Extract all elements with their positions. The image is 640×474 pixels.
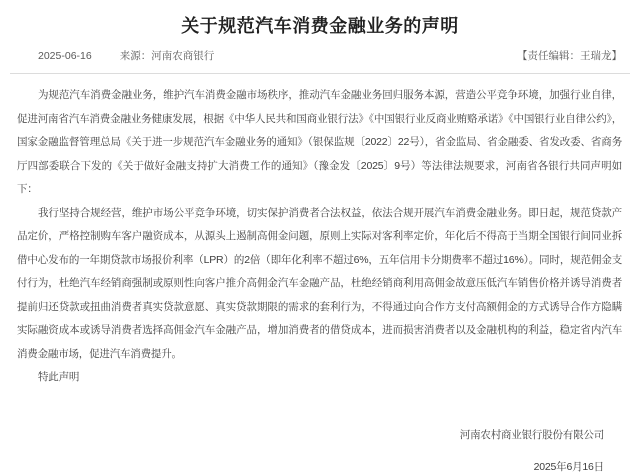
page-title: 关于规范汽车消费金融业务的声明 xyxy=(181,16,459,36)
signature-date: 2025年6月16日 xyxy=(533,460,604,473)
editor-credit: 【责任编辑：王瑞龙】 xyxy=(517,50,622,62)
paragraph-closing: 特此声明 xyxy=(38,371,80,383)
signature-company: 河南农村商业银行股份有限公司 xyxy=(459,428,604,441)
source-label: 来源：河南农商银行 xyxy=(119,50,215,62)
article-body xyxy=(0,74,640,474)
meta-left xyxy=(38,49,214,63)
paragraph-statement: 我行坚持合规经营，维护市场公平竞争环境，切实保护消费者合法权益，依法合规开展汽车消费金融业务。即日起，规范贷款产品定价，严格控制购车客户融资成本，从源头上遏制高佣金问题，原则上实际对客利率定价，年化后不得高于当期全国银行间同业拆借中心发布的一年期贷款市场报价利率（LPR）的2倍（即年化利率不超过6%，五年信用卡分期费率不超过16%）。同时，规范佣金支付行为，杜绝汽车经销商强制或原则性向客户推介高佣金汽车金融产品，杜绝经销商利用高佣金故意压低汽车销售价格并诱导消费者提前归还贷款或扭曲消费者真实贷款意愿、真实贷款期限的需求的套利行为，不得通过向合作方支付高额佣金的方式诱导合作方隐瞒实际融资成本或诱导消费者选择高佣金汽车金融产品，增加消费者的借贷成本，进而损害消费者以及金融机构的利益，稳定省内汽车消费金融市场，促进汽车消费提升。 xyxy=(17,206,622,360)
paragraph-intro: 为规范汽车消费金融业务，维护汽车消费金融市场秩序，推动汽车金融业务回归服务本源，营造公平竞争环境，加强行业自律，促进河南省汽车消费金融业务健康发展，根据《中华人民共和国商业银行法》《中国银行业反商业贿赂承诺》《中国银行业自律公约》，国家金融监督管理总局《关于进一步规范汽车金融业务的通知》（银保监规〔2022〕22号），省金监局、省金融委、省发改委、省商务厅四部委联合下发的《关于做好金融支持扩大消费工作的通知》（豫金发〔2025〕9号）等法律法规要求，河南省各银行共同声明如下： xyxy=(17,89,622,195)
meta-row xyxy=(0,39,640,63)
publish-date: 2025-06-16 xyxy=(38,50,92,62)
signature-block xyxy=(17,428,622,474)
